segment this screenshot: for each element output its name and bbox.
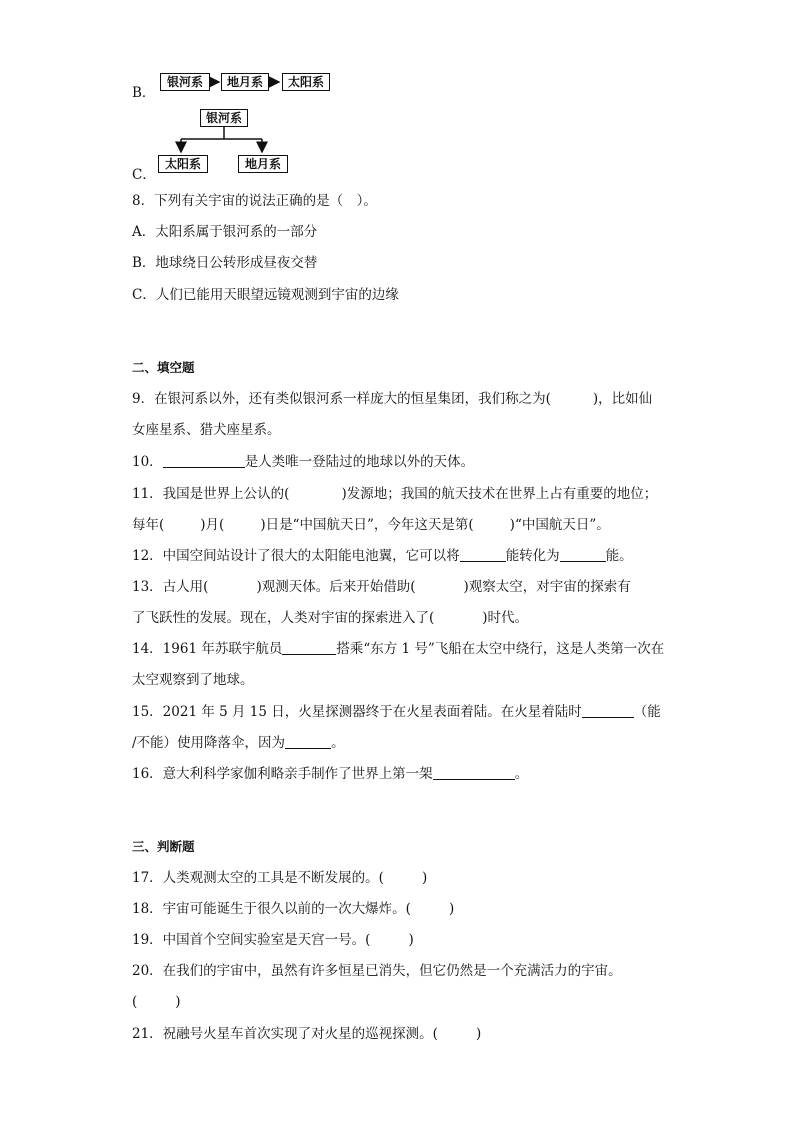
q16: 16．意大利科学家伽利略亲手制作了世界上第一架 。: [132, 766, 529, 782]
box-c-solar: 太阳系: [158, 155, 208, 173]
q13-line1: 13．古人用( )观测天体。后来开始借助( )观察太空，对宇宙的探索有: [132, 579, 631, 595]
q15-line1: 15．2021 年 5 月 15 日，火星探测器终于在火星表面着陆。在火星着陆时 （能: [132, 704, 661, 720]
box-c-galaxy: 银河系: [200, 109, 248, 127]
box-b-earth-moon: 地月系: [221, 73, 269, 91]
q14-blank[interactable]: [282, 640, 336, 655]
q21: 21．祝融号火星车首次实现了对火星的巡视探测。( ): [132, 1026, 482, 1042]
q7-option-b-label[interactable]: B．: [132, 85, 156, 101]
section-true-false: 三、判断题: [132, 839, 195, 854]
box-b-solar: 太阳系: [282, 73, 330, 91]
q13-line2: 了飞跃性的发展。现在，人类对宇宙的探索进入了( )时代。: [132, 610, 529, 626]
q11-line1: 11．我国是世界上公认的( )发源地；我国的航天技术在世界上占有重要的地位；: [132, 486, 658, 502]
q17: 17．人类观测太空的工具是不断发展的。( ): [132, 870, 428, 886]
box-b-galaxy: 银河系: [160, 73, 210, 91]
q8-option-a[interactable]: A．太阳系属于银河系的一部分: [132, 224, 318, 240]
q8-option-b[interactable]: B．地球绕日公转形成昼夜交替: [132, 255, 318, 271]
q10-blank[interactable]: [163, 453, 245, 468]
q12-blank-2[interactable]: [560, 547, 606, 562]
section-fill-blank: 二、填空题: [132, 360, 195, 375]
q14-line1: 14．1961 年苏联宇航员 搭乘“东方 1 号”飞船在太空中绕行，这是人类第一次在: [132, 641, 665, 657]
q14-line2: 太空观察到了地球。: [132, 672, 254, 688]
q16-blank[interactable]: [433, 765, 515, 780]
q15-line2: /不能）使用降落伞，因为 。: [132, 735, 345, 751]
q8-stem: 8．下列有关宇宙的说法正确的是（ ）。: [132, 193, 377, 209]
q9-line1: 9．在银河系以外，还有类似银河系一样庞大的恒星集团，我们称之为( )，比如仙: [132, 391, 653, 407]
q9-line2: 女座星系、猎犬座星系。: [132, 422, 281, 438]
box-c-earth-moon: 地月系: [238, 155, 288, 173]
q11-line2: 每年( )月( )日是“中国航天日”，今年这天是第( )“中国航天日”。: [132, 517, 610, 533]
q12: 12．中国空间站设计了很大的太阳能电池翼，它可以将 能转化为 能。: [132, 548, 633, 564]
q10: 10． 是人类唯一登陆过的地球以外的天体。: [132, 454, 475, 470]
q12-blank-1[interactable]: [460, 547, 506, 562]
q7-option-c-label[interactable]: C．: [132, 167, 156, 183]
q15-blank-1[interactable]: [582, 703, 634, 718]
q19: 19．中国首个空间实验室是天宫一号。( ): [132, 932, 414, 948]
q20-line1: 20．在我们的宇宙中，虽然有许多恒星已消失，但它仍然是一个充满活力的宇宙。: [132, 963, 622, 979]
q18: 18．宇宙可能诞生于很久以前的一次大爆炸。( ): [132, 901, 455, 917]
q15-blank-2[interactable]: [285, 734, 331, 749]
q20-line2: ( ): [132, 994, 181, 1010]
q8-option-c[interactable]: C．人们已能用天眼望远镜观测到宇宙的边缘: [132, 287, 399, 303]
